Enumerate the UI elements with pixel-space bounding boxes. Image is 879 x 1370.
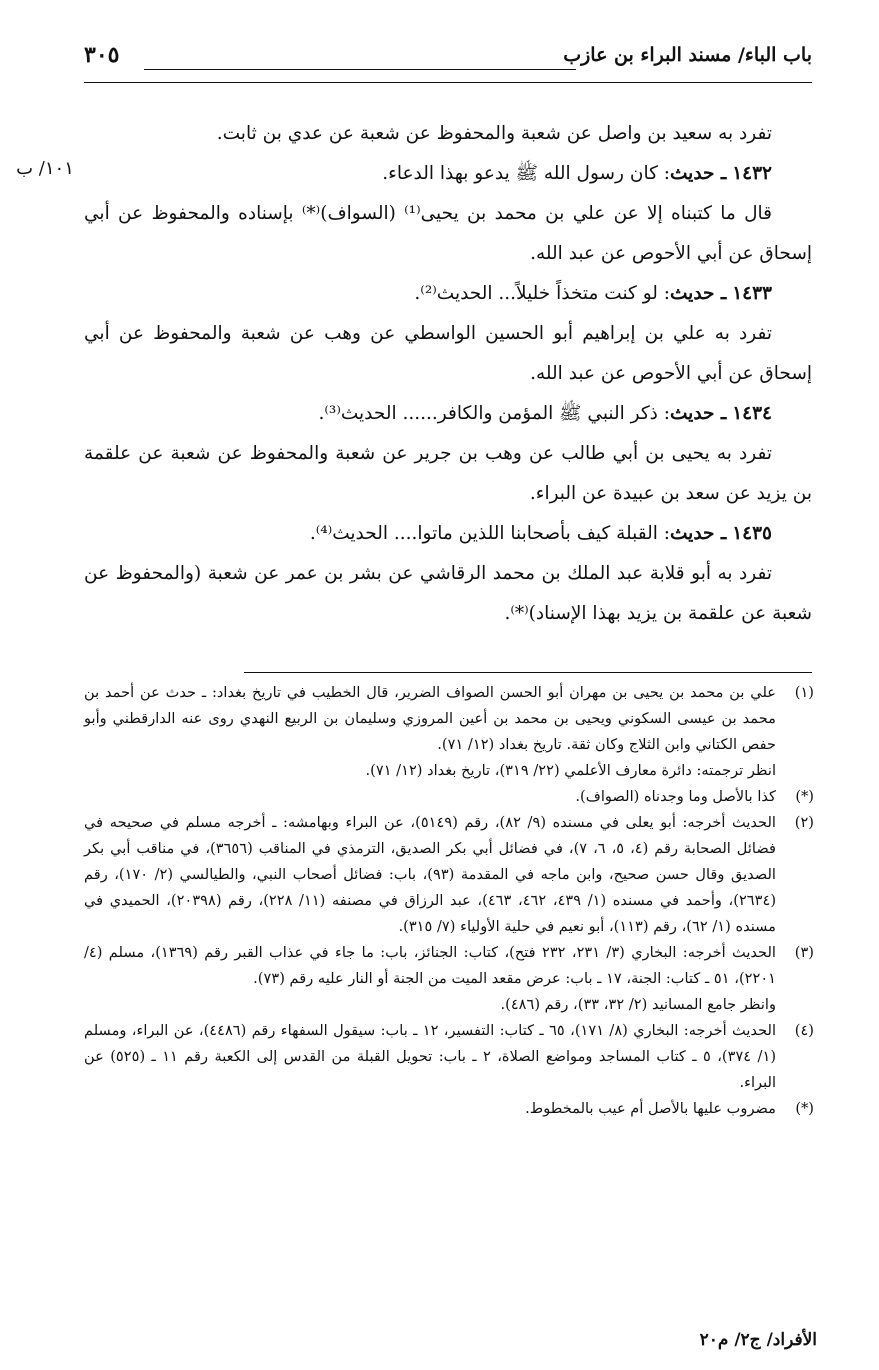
hadith-1433: ١٤٣٣ ـ حديث: لو كنت متخذاً خليلاً... الحديث⁽²⁾. — [414, 283, 772, 304]
paragraph: تفرد به سعيد بن واصل عن شعبة والمحفوظ عن شعبة عن عدي بن ثابت. — [216, 123, 772, 144]
footnote — [84, 1096, 814, 1122]
header-divider — [84, 82, 812, 83]
paragraph: تفرد به علي بن إبراهيم أبو الحسين الواسطي عن وهب عن شعبة والمحفوظ عن أبي إسحاق عن أبي الأحوص عن عبد الله. — [84, 323, 812, 384]
main-text — [84, 114, 812, 634]
footnote-text: كذا بالأصل وما وجدناه (الصواف). — [575, 788, 776, 805]
hadith-number: ١٤٣٤ — [732, 403, 772, 424]
footnote-marker: (٣) — [794, 944, 814, 961]
footnote-subline: انظر ترجمته: دائرة معارف الأعلمي (٢٢/ ٣١٩)، تاريخ بغداد (١٢/ ٧١). — [365, 762, 776, 779]
hadith-number: ١٤٣٢ — [732, 163, 772, 184]
footnote-marker: (١) — [794, 684, 814, 701]
paragraph: تفرد به أبو قلابة عبد الملك بن محمد الرقاشي عن بشر بن عمر عن شعبة (والمحفوظ عن شعبة عن علقمة بن يزيد بهذا الإسناد)⁽*⁾. — [84, 563, 812, 624]
hadith-1432: ١٤٣٢ ـ حديث: كان رسول الله ﷺ يدعو بهذا الدعاء. — [382, 163, 772, 184]
hadith-number: ١٤٣٥ — [732, 523, 772, 544]
manuscript-folio-note: ١٠١/ ب — [16, 158, 74, 179]
footnote-marker: (*) — [795, 1100, 814, 1117]
hadith-text: : كان رسول الله ﷺ يدعو بهذا الدعاء. — [382, 163, 671, 184]
running-title: باب الباء/ مسند البراء بن عازب — [563, 44, 812, 66]
footnote-text: الحديث أخرجه: البخاري (٣/ ٢٣١، ٢٣٢ فتح)، كتاب: الجنائز، باب: ما جاء في عذاب القبر رقم (١٣٦٩)، مسلم (٤/ ٢٢٠١)، ٥١ ـ كتاب: الجنة، ١٧ ـ باب: عرض مقعد الميت من الجنة أو النار عليه رقم (٧٣). — [84, 944, 776, 987]
hadith-1435: ١٤٣٥ ـ حديث: القبلة كيف بأصحابنا اللذين ماتوا.... الحديث⁽⁴⁾. — [309, 523, 772, 544]
hadith-number: ١٤٣٣ — [732, 283, 772, 304]
printer-signature: الأفراد/ ج٢/ م٢٠ — [699, 1330, 817, 1350]
hadith-keyword: حديث — [670, 163, 715, 184]
footnote-text: علي بن محمد بن يحيى بن مهران أبو الحسن الصواف الضرير، قال الخطيب في تاريخ بغداد: ـ حدث عن أحمد بن محمد بن عيسى السكوني ويحيى بن محمد بن أعين المروزي وسليمان بن الربيع النهدي روى عنه الدارقطني وأبو حفص الكتاني وابن الثلاج وكان ثقة. تاريخ بغداد (١٢/ ٧١). — [84, 684, 776, 753]
footnote-separator — [244, 672, 812, 673]
footnote — [84, 1018, 814, 1096]
paragraph: تفرد به يحيى بن أبي طالب عن وهب بن جرير عن شعبة والمحفوظ عن شعبة عن علقمة بن يزيد عن سعد بن عبيدة عن البراء. — [84, 443, 812, 504]
footnote — [84, 680, 814, 758]
hadith-1434: ١٤٣٤ ـ حديث: ذكر النبي ﷺ المؤمن والكافر...... الحديث⁽³⁾. — [318, 403, 772, 424]
footnote — [84, 940, 814, 992]
footnote-marker: (*) — [795, 788, 814, 805]
footnote-subline: وانظر جامع المسانيد (٢/ ٣٢، ٣٣)، رقم (٤٨٦). — [500, 996, 776, 1013]
hadith-text: : القبلة كيف بأصحابنا اللذين ماتوا.... الحديث⁽⁴⁾. — [309, 523, 671, 544]
hadith-keyword: حديث — [670, 403, 715, 424]
footnote-marker: (٢) — [794, 814, 814, 831]
footnote-text: مضروب عليها بالأصل أم عيب بالمخطوط. — [525, 1100, 776, 1117]
footnote — [84, 810, 814, 940]
hadith-text: : ذكر النبي ﷺ المؤمن والكافر...... الحديث⁽³⁾. — [318, 403, 671, 424]
page-number: ٣٠٥ — [84, 42, 120, 68]
header-rule — [144, 69, 576, 70]
hadith-keyword: حديث — [670, 523, 715, 544]
hadith-keyword: حديث — [670, 283, 715, 304]
footnote — [84, 784, 814, 810]
footnote-marker: (٤) — [794, 1022, 814, 1039]
hadith-text: : لو كنت متخذاً خليلاً... الحديث⁽²⁾. — [414, 283, 671, 304]
footnote-text: الحديث أخرجه: البخاري (٨/ ١٧١)، ٦٥ ـ كتاب: التفسير، ١٢ ـ باب: سيقول السفهاء رقم (٤٤٨٦)، عن البراء، ومسلم (١/ ٣٧٤)، ٥ ـ كتاب المساجد ومواضع الصلاة، ٢ ـ باب: تحويل القبلة من القدس إلى الكعبة رقم ١١ ـ (٥٢٥) عن البراء. — [84, 1022, 777, 1091]
paragraph: قال ما كتبناه إلا عن علي بن محمد بن يحيى⁽¹⁾ (السواف)⁽*⁾ بإسناده والمحفوظ عن أبي إسحاق عن أبي الأحوص عن عبد الله. — [84, 203, 812, 264]
footnotes — [84, 680, 814, 1122]
page-header — [84, 44, 812, 84]
footnote-text: الحديث أخرجه: أبو يعلى في مسنده (٩/ ٨٢)، رقم (٥١٤٩)، عن البراء وبهامشه: ـ أخرجه مسلم في صحيحه في فضائل الصحابة رقم (٤، ٥، ٦، ٧)، في فضائل أبي بكر الصديق، الترمذي في المناقب (٣٦٥٦)، في مناقب أبي بكر الصديق وقال حسن صحيح، وابن ماجه في المقدمة (٩٣)، باب: فضائل أصحاب النبي، والطيالسي (٢/ ١٧٠)، رقم (٢٦٣٤)، وأحمد في مسنده (١/ ٤٣٩، ٤٦٢، ٤٦٣)، عبد الرزاق في مصنفه (١١/ ٢٢٨)، رقم (٢٠٣٩٨)، الحميدي في مسنده (١/ ٦٢)، رقم (١١٣)، أبو نعيم في حلية الأولياء (٧/ ٣١٥). — [84, 814, 777, 935]
